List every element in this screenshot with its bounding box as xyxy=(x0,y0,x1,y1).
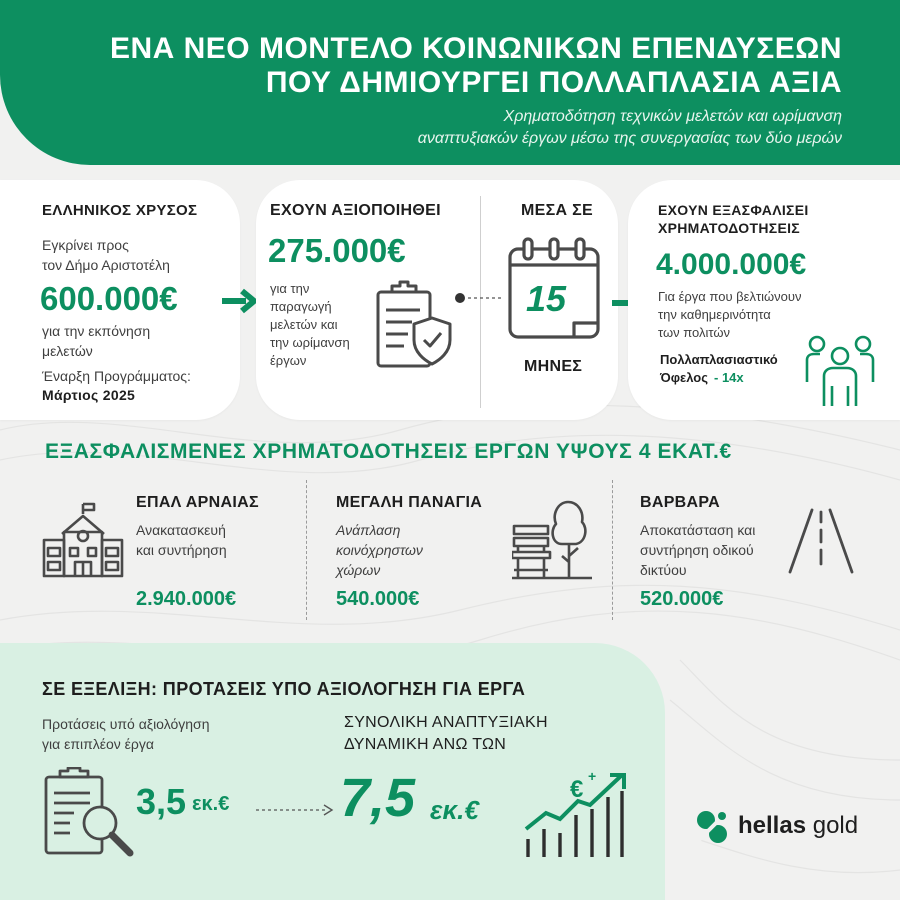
pending-title: ΣΕ ΕΞΕΛΙΞΗ: ΠΡΟΤΑΣΕΙΣ ΥΠΟ ΑΞΙΟΛΟΓΗΣΗ ΓΙΑ ΕΡΓΑ xyxy=(42,679,526,699)
card2-line4: την ωρίμανση xyxy=(270,335,350,350)
project3-amount: 520.000€ xyxy=(640,588,724,610)
card-secured-funding xyxy=(628,180,900,420)
card3-multiplier-line1: Πολλαπλασιαστικό xyxy=(660,352,778,367)
project2-desc-line1: Ανάπλαση xyxy=(336,522,401,538)
plus-glyph: + xyxy=(588,768,597,784)
school-building-icon xyxy=(42,502,124,578)
card1-purpose-line1: για την εκπόνηση xyxy=(42,323,151,339)
card3-amount: 4.000.000€ xyxy=(656,248,807,281)
project2-desc-line2: κοινόχρηστων xyxy=(336,542,423,558)
project3-desc-line3: δικτύου xyxy=(640,562,687,578)
project3-name: ΒΑΡΒΑΡΑ xyxy=(640,494,721,511)
card2-heading: ΕΧΟΥΝ ΑΞΙΟΠΟΙΗΘΕΙ xyxy=(270,202,441,219)
card2-line5: έργων xyxy=(270,353,307,368)
project-separator-1 xyxy=(306,480,307,620)
project1-desc-line2: και συντήρηση xyxy=(136,542,227,558)
growth-chart-euro-icon xyxy=(518,767,630,859)
card3-line2: την καθημερινότητα xyxy=(658,307,771,322)
logo-text xyxy=(738,812,858,840)
pending-right-unit: εκ.€ xyxy=(430,795,479,825)
card3-line1: Για έργα που βελτιώνουν xyxy=(658,289,802,304)
logo-text-bold: hellas xyxy=(738,812,807,839)
card2b-unit: ΜΗΝΕΣ xyxy=(524,358,583,375)
card1-line1: Εγκρίνει προς xyxy=(42,237,129,253)
hellas-gold-logo-icon xyxy=(692,807,732,847)
card2-amount: 275.000€ xyxy=(268,232,406,269)
card2b-number: 15 xyxy=(526,278,567,319)
euro-glyph: € xyxy=(570,776,584,803)
card-hellas-gold-approval xyxy=(0,180,240,420)
card3-line3: των πολιτών xyxy=(658,325,730,340)
project3-desc-line2: συντήρηση οδικού xyxy=(640,542,754,558)
pending-left-amount: 3,5 xyxy=(136,781,187,822)
park-bench-tree-icon xyxy=(512,500,592,580)
dashed-arrow-icon xyxy=(256,803,336,817)
logo-text-light: gold xyxy=(806,812,859,839)
card2b-heading: ΜΕΣΑ ΣΕ xyxy=(521,202,593,219)
clipboard-magnifier-icon xyxy=(44,767,136,859)
project2-name: ΜΕΓΑΛΗ ΠΑΝΑΓΙΑ xyxy=(336,494,483,511)
pending-right-line1: ΣΥΝΟΛΙΚΗ ΑΝΑΠΤΥΞΙΑΚΗ xyxy=(344,714,548,731)
project-separator-2 xyxy=(612,480,613,620)
project1-desc-line1: Ανακατασκευή xyxy=(136,522,226,538)
arrow-right-icon xyxy=(220,288,258,314)
road-icon xyxy=(788,508,854,574)
pending-right-amount: 7,5 xyxy=(340,768,416,828)
card3-heading-line2: ΧΡΗΜΑΤΟΔΟΤΗΣΕΙΣ xyxy=(658,220,800,236)
dotted-connector xyxy=(454,292,504,304)
pending-proposals-panel xyxy=(0,643,665,900)
card1-start-label: Έναρξη Προγράμματος: xyxy=(42,368,191,384)
page-title-line1: ΕΝΑ ΝΕΟ ΜΟΝΤΕΛΟ ΚΟΙΝΩΝΙΚΩΝ ΕΠΕΝΔΥΣΕΩΝ xyxy=(109,32,842,65)
card3-multiplier-line2: Όφελος xyxy=(660,370,708,385)
project2-desc-line3: χώρων xyxy=(336,562,381,578)
card2-line2: παραγωγή xyxy=(270,299,332,314)
project1-amount: 2.940.000€ xyxy=(136,588,237,610)
card1-line2: τον Δήμο Αριστοτέλη xyxy=(42,257,170,273)
card-utilized-funds xyxy=(256,180,618,420)
card3-multiplier-value: - 14x xyxy=(714,370,744,385)
project1-name: ΕΠΑΛ ΑΡΝΑΙΑΣ xyxy=(136,494,259,511)
page-subtitle-line1: Χρηματοδότηση τεχνικών μελετών και ωρίμανση xyxy=(503,108,842,125)
card1-start-date: Μάρτιος 2025 xyxy=(42,387,136,403)
card1-purpose-line2: μελετών xyxy=(42,343,93,359)
page-title-line2: ΠΟΥ ΔΗΜΙΟΥΡΓΕΙ ΠΟΛΛΑΠΛΑΣΙΑ ΑΞΙΑ xyxy=(265,66,842,99)
projects-section-title: ΕΞΑΣΦΑΛΙΣΜΕΝΕΣ ΧΡΗΜΑΤΟΔΟΤΗΣΕΙΣ ΕΡΓΩΝ ΥΨΟΥΣ 4 ΕΚΑΤ.€ xyxy=(45,440,732,463)
card3-heading-line1: ΕΧΟΥΝ ΕΞΑΣΦΑΛΙΣΕΙ xyxy=(658,202,809,218)
card2-line3: μελετών και xyxy=(270,317,338,332)
card1-amount: 600.000€ xyxy=(40,280,178,317)
pending-right-line2: ΔΥΝΑΜΙΚΗ ΑΝΩ ΤΩΝ xyxy=(344,736,507,753)
clipboard-shield-icon xyxy=(374,280,454,372)
page-subtitle-line2: αναπτυξιακών έργων μέσω της συνεργασίας των δύο μερών xyxy=(417,130,842,147)
people-group-icon xyxy=(804,334,876,408)
project2-amount: 540.000€ xyxy=(336,588,420,610)
card2-line1: για την xyxy=(270,281,310,296)
project3-desc-line1: Αποκατάσταση και xyxy=(640,522,756,538)
pending-left-unit: εκ.€ xyxy=(192,793,230,815)
pending-left-line1: Προτάσεις υπό αξιολόγηση xyxy=(42,716,210,732)
header-banner xyxy=(0,0,900,165)
card1-heading: ΕΛΛΗΝΙΚΟΣ ΧΡΥΣΟΣ xyxy=(42,202,198,219)
pending-left-line2: για επιπλέον έργα xyxy=(42,736,154,752)
